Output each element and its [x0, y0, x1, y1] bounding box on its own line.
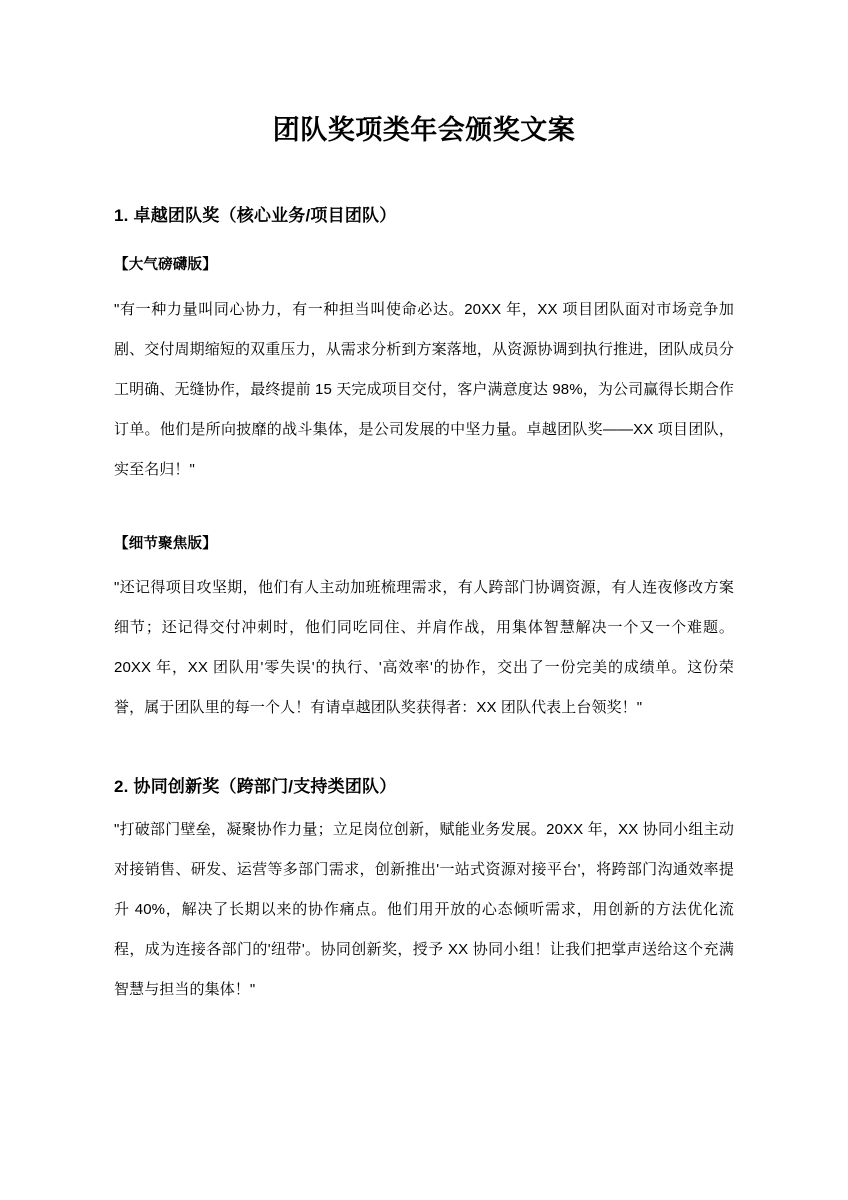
page-title: 团队奖项类年会颁奖文案 [272, 115, 576, 145]
section-collaborative-innovation-award [114, 774, 734, 1010]
subsection-label-detail-version: 【细节聚焦版】 [114, 535, 217, 552]
subsection-label-grand-version: 【大气磅礴版】 [114, 256, 217, 273]
section-heading-2: 2. 协同创新奖（跨部门/支持类团队） [114, 777, 397, 797]
subsection-body-grand-version: "有一种力量叫同心协力，有一种担当叫使命必达。20XX 年，XX 项目团队面对市场竞争加剧、交付周期缩短的双重压力，从需求分析到方案落地，从资源协调到执行推进，团队成员分工明确、无缝协作，最终提前 15 天完成项目交付，客户满意度达 98%，为公司赢得长期合作订单。他们是所向披靡的战斗集体，是公司发展的中坚力量。卓越团队奖——XX 项目团队，实至名归！" [114, 300, 734, 478]
section-heading-1: 1. 卓越团队奖（核心业务/项目团队） [114, 206, 397, 226]
section-excellent-team-award [114, 203, 734, 728]
subsection-body-collaborative-innovation: "打破部门壁垒，凝聚协作力量；立足岗位创新，赋能业务发展。20XX 年，XX 协同小组主动对接销售、研发、运营等多部门需求，创新推出'一站式资源对接平台'，将跨部门沟通效率提升 40%，解决了长期以来的协作痛点。他们用开放的心态倾听需求，用创新的方法优化流程，成为连接各部门的'纽带'。协同创新奖，授予 XX 协同小组！让我们把掌声送给这个充满智慧与担当的集体！" [114, 820, 734, 998]
subsection-body-detail-version: "还记得项目攻坚期，他们有人主动加班梳理需求，有人跨部门协调资源，有人连夜修改方案细节；还记得交付冲刺时，他们同吃同住、并肩作战，用集体智慧解决一个又一个难题。20XX 年，XX 团队用'零失误'的执行、'高效率'的协作，交出了一份完美的成绩单。这份荣誉，属于团队里的每一个人！有请卓越团队奖获得者：XX 团队代表上台领奖！" [114, 579, 734, 717]
